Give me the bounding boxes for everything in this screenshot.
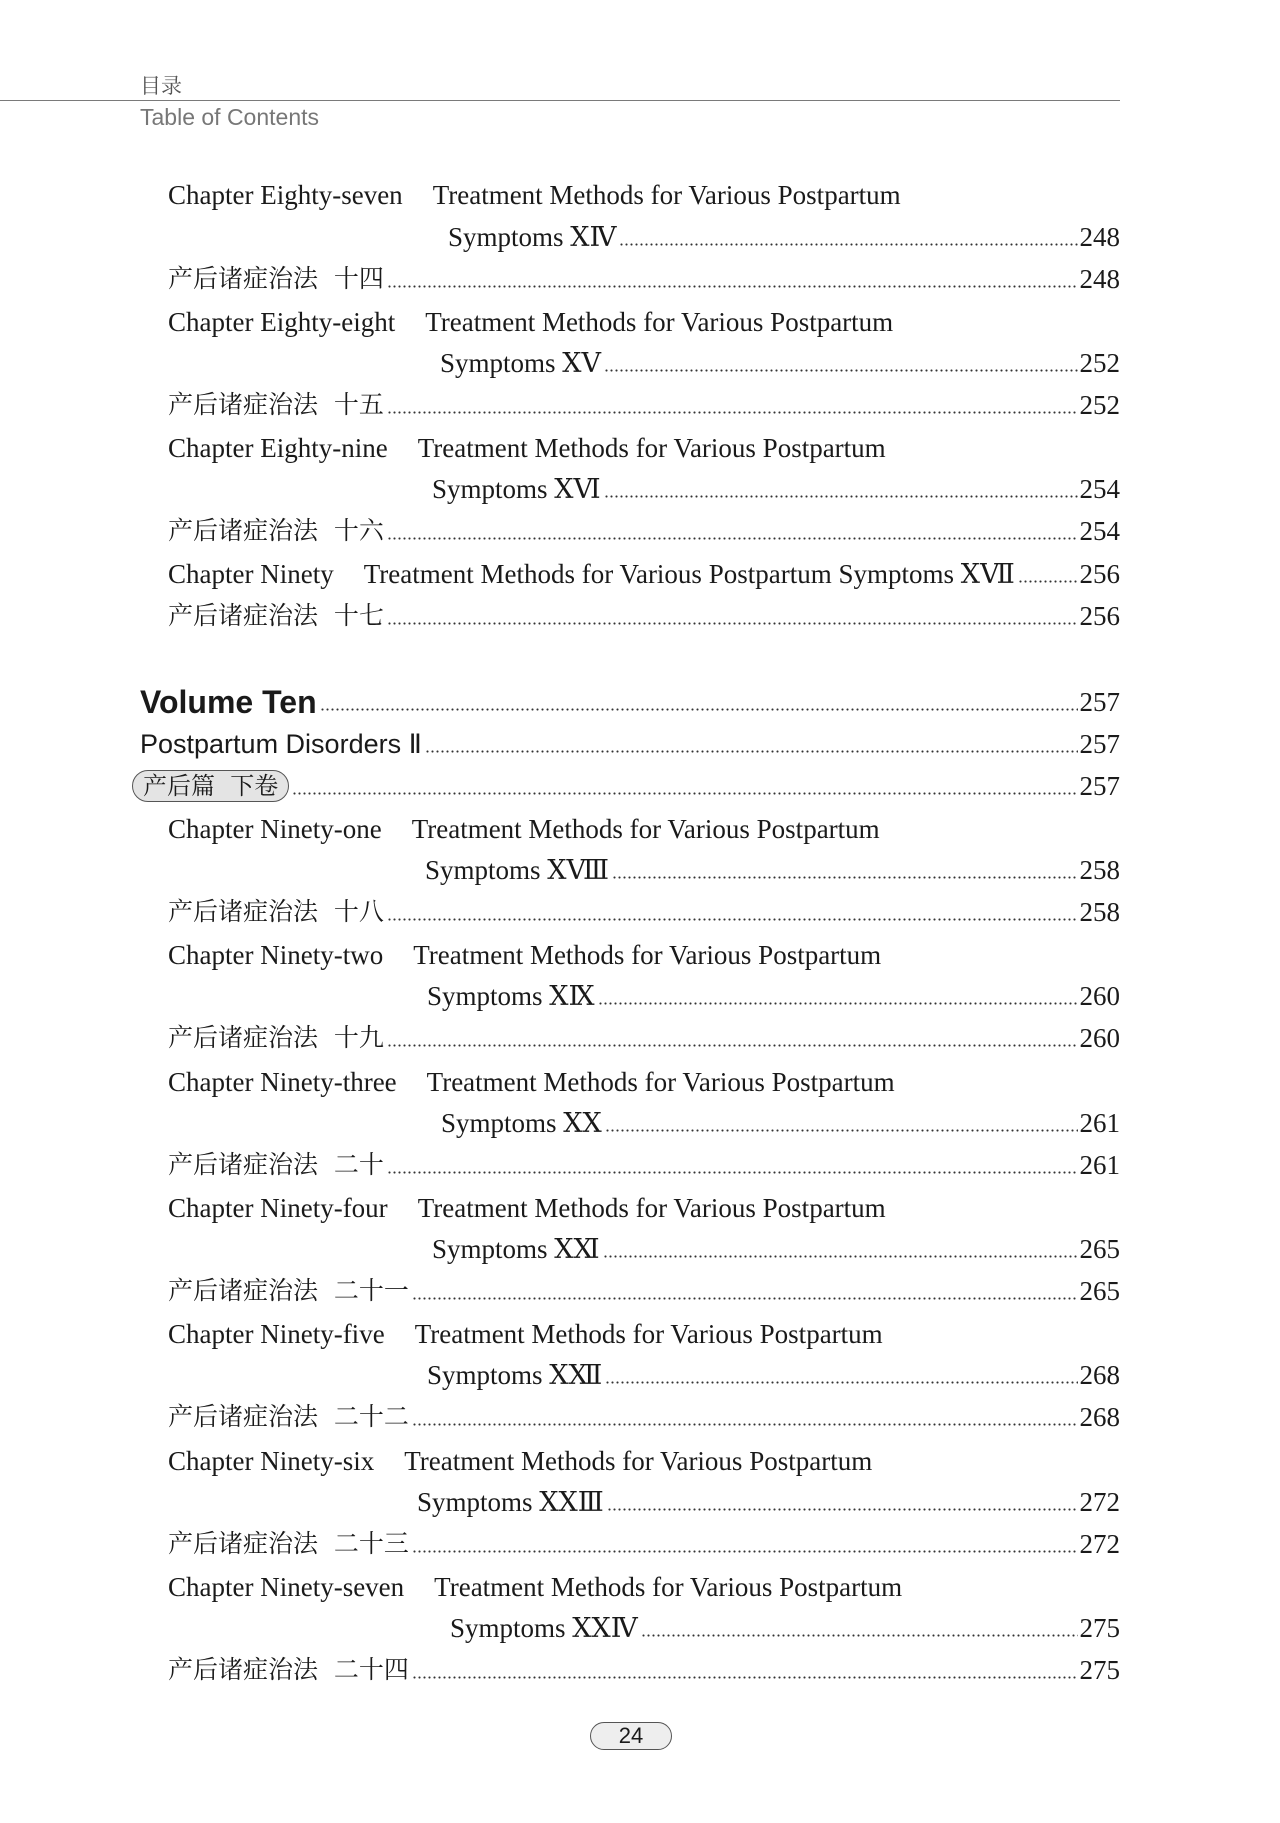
toc-entry-chinese[interactable] (168, 1016, 1120, 1056)
toc-entry-chinese[interactable] (168, 1648, 1120, 1688)
toc-entry-chapter[interactable] (168, 933, 881, 973)
leader-dots (320, 708, 1078, 711)
page-ref: 256 (1079, 559, 1120, 589)
leader-dots (619, 243, 1077, 246)
toc-entry-continuation[interactable] (448, 215, 1120, 255)
chapter-label: Chapter Eighty-eight (168, 307, 396, 337)
leader-dots (412, 1676, 1078, 1679)
running-header-english: Table of Contents (140, 104, 320, 130)
volume-heading-text: Volume Ten (140, 684, 317, 720)
toc-entry-continuation[interactable] (427, 974, 1120, 1014)
leader-dots (605, 1129, 1078, 1132)
page-ref: 252 (1079, 348, 1120, 378)
page-ref: 275 (1079, 1655, 1120, 1685)
page-ref: 272 (1079, 1487, 1120, 1517)
leader-dots (598, 1002, 1078, 1005)
toc-entry-chinese[interactable] (168, 890, 1120, 930)
toc-entry-chinese-text: 产后诸症治法 二十一 (168, 1276, 409, 1305)
chapter-label: Chapter Ninety (168, 559, 334, 589)
chapter-title: Treatment Methods for Various Postpartum (417, 1193, 886, 1223)
toc-entry-chapter[interactable] (168, 1439, 872, 1479)
toc-entry-chinese-text: 产后诸症治法 十六 (168, 516, 384, 545)
leader-dots (1018, 580, 1078, 583)
chapter-title: Treatment Methods for Various Postpartum (404, 1446, 873, 1476)
leader-dots (604, 369, 1078, 372)
toc-entry-chinese[interactable] (168, 1143, 1120, 1183)
chapter-title: Treatment Methods for Various Postpartum (413, 940, 882, 970)
running-header-chinese: 目录 (140, 74, 182, 98)
toc-entry-chinese[interactable] (168, 1522, 1120, 1562)
toc-entry-chinese[interactable] (168, 1269, 1120, 1309)
toc-entry-continuation[interactable] (427, 1353, 1120, 1393)
page-ref: 254 (1079, 474, 1120, 504)
leader-dots (412, 1297, 1078, 1300)
toc-entry-continuation-text: Symptoms ⅩⅥ (432, 474, 601, 504)
part-heading-chinese-text (132, 767, 289, 804)
leader-dots (425, 750, 1078, 753)
toc-entry-chinese-text: 产后诸症治法 十八 (168, 897, 384, 926)
toc-entry-chinese[interactable] (168, 383, 1120, 423)
toc-entry-continuation-text: Symptoms ⅩⅤ (440, 348, 601, 378)
toc-entry-continuation[interactable] (440, 341, 1120, 381)
toc-entry-chinese-text: 产后诸症治法 二十四 (168, 1655, 409, 1684)
toc-entry-chapter[interactable] (168, 173, 901, 213)
page-ref: 268 (1079, 1402, 1120, 1432)
leader-dots (387, 918, 1078, 921)
toc-entry-continuation[interactable] (450, 1606, 1120, 1646)
leader-dots (603, 1255, 1078, 1258)
toc-entry-chinese-text: 产后诸症治法 十五 (168, 390, 384, 419)
chapter-title: Treatment Methods for Various Postpartum (434, 1572, 903, 1602)
toc-entry-chapter[interactable] (168, 426, 886, 466)
chapter-label: Chapter Ninety-seven (168, 1572, 405, 1602)
toc-entry-chinese[interactable] (168, 594, 1120, 634)
toc-entry-continuation[interactable] (417, 1480, 1120, 1520)
chapter-label: Chapter Eighty-seven (168, 180, 403, 210)
toc-entry-continuation-text: Symptoms ⅩⅩⅢ (417, 1487, 604, 1517)
toc-entry-chinese[interactable] (168, 257, 1120, 297)
page-ref: 265 (1079, 1276, 1120, 1306)
chapter-title: Treatment Methods for Various Postpartum (425, 307, 894, 337)
page-ref: 265 (1079, 1234, 1120, 1264)
toc-entry-continuation[interactable] (441, 1101, 1120, 1141)
page-ref: 254 (1079, 516, 1120, 546)
leader-dots (641, 1634, 1078, 1637)
chapter-label: Chapter Eighty-nine (168, 433, 388, 463)
leader-dots (607, 1508, 1078, 1511)
toc-entry-chinese-text: 产后诸症治法 二十三 (168, 1529, 409, 1558)
page-ref: 272 (1079, 1529, 1120, 1559)
page-ref: 258 (1079, 897, 1120, 927)
chapter-label: Chapter Ninety-three (168, 1067, 397, 1097)
toc-entry-continuation[interactable] (432, 1227, 1120, 1267)
toc-entry-chinese[interactable] (168, 509, 1120, 549)
page-ref: 252 (1079, 390, 1120, 420)
leader-dots (387, 285, 1078, 288)
toc-entry-continuation-text: Symptoms ⅩⅪ (432, 1234, 600, 1264)
toc-entry-chapter[interactable] (168, 1186, 886, 1226)
toc-entry-continuation-text: Symptoms ⅩⅧ (425, 855, 610, 885)
toc-entry-continuation[interactable] (425, 848, 1120, 888)
toc-entry-chinese-text: 产后诸症治法 十四 (168, 264, 384, 293)
leader-dots (387, 411, 1078, 414)
page-ref: 257 (1079, 729, 1120, 759)
chapter-title: Treatment Methods for Various Postpartum (417, 433, 886, 463)
chapter-label: Chapter Ninety-one (168, 814, 382, 844)
toc-entry-chapter[interactable] (168, 1060, 895, 1100)
toc-entry-continuation[interactable] (432, 467, 1120, 507)
leader-dots (292, 792, 1077, 795)
toc-entry-continuation-text: Symptoms ⅩⅨ (427, 981, 595, 1011)
toc-entry-continuation-text: Symptoms ⅩⅩⅣ (450, 1613, 638, 1643)
leader-dots (604, 495, 1078, 498)
page-ref: 261 (1079, 1150, 1120, 1180)
leader-dots (412, 1423, 1078, 1426)
toc-entry-chinese[interactable] (168, 1395, 1120, 1435)
page-ref: 257 (1079, 771, 1120, 801)
toc-entry-chapter[interactable] (168, 807, 880, 847)
chapter-label: Chapter Ninety-four (168, 1193, 388, 1223)
part-label-badge: 产后篇 下卷 (132, 770, 289, 802)
page-ref: 261 (1079, 1108, 1120, 1138)
page-ref: 248 (1079, 264, 1120, 294)
toc-entry-chapter[interactable] (168, 300, 893, 340)
page-ref: 248 (1079, 222, 1120, 252)
page-ref: 258 (1079, 855, 1120, 885)
toc-entry-continuation-text: Symptoms ⅩⅩ (441, 1108, 602, 1138)
page-number: 24 (590, 1722, 672, 1750)
chapter-label: Chapter Ninety-six (168, 1446, 375, 1476)
page-ref: 268 (1079, 1360, 1120, 1390)
page-ref: 256 (1079, 601, 1120, 631)
chapter-title: Treatment Methods for Various Postpartum (414, 1319, 883, 1349)
chapter-label: Chapter Ninety-two (168, 940, 384, 970)
toc-entry-chinese-text: 产后诸症治法 十九 (168, 1023, 384, 1052)
volume-heading[interactable] (140, 680, 1120, 720)
chapter-title: Treatment Methods for Various Postpartum (432, 180, 901, 210)
toc-entry-chapter[interactable] (168, 552, 1120, 592)
part-heading[interactable] (140, 722, 1120, 762)
leader-dots (605, 1381, 1077, 1384)
leader-dots (387, 537, 1078, 540)
leader-dots (387, 1171, 1078, 1174)
leader-dots (387, 1044, 1078, 1047)
toc-entry-continuation-text: Symptoms ⅩⅫ (427, 1360, 603, 1390)
toc-entry-chinese-text: 产后诸症治法 十七 (168, 601, 384, 630)
page-ref: 260 (1079, 981, 1120, 1011)
toc-entry-chapter[interactable] (168, 1312, 883, 1352)
page-ref: 275 (1079, 1613, 1120, 1643)
page-ref: 257 (1079, 687, 1120, 717)
leader-dots (612, 876, 1077, 879)
part-heading-chinese[interactable] (132, 764, 1120, 804)
leader-dots (412, 1550, 1078, 1553)
chapter-title: Treatment Methods for Various Postpartum (411, 814, 880, 844)
page-ref: 260 (1079, 1023, 1120, 1053)
toc-entry-chapter[interactable] (168, 1565, 902, 1605)
part-heading-text: Postpartum Disorders Ⅱ (140, 729, 422, 759)
toc-entry-chinese-text: 产后诸症治法 二十 (168, 1150, 384, 1179)
leader-dots (387, 622, 1078, 625)
chapter-title: Treatment Methods for Various Postpartum Symptoms ⅩⅦ (363, 559, 1015, 589)
chapter-title: Treatment Methods for Various Postpartum (426, 1067, 895, 1097)
chapter-label: Chapter Ninety-five (168, 1319, 385, 1349)
toc-entry-continuation-text: Symptoms ⅩⅣ (448, 222, 617, 252)
toc-entry-chinese-text: 产后诸症治法 二十二 (168, 1402, 409, 1431)
